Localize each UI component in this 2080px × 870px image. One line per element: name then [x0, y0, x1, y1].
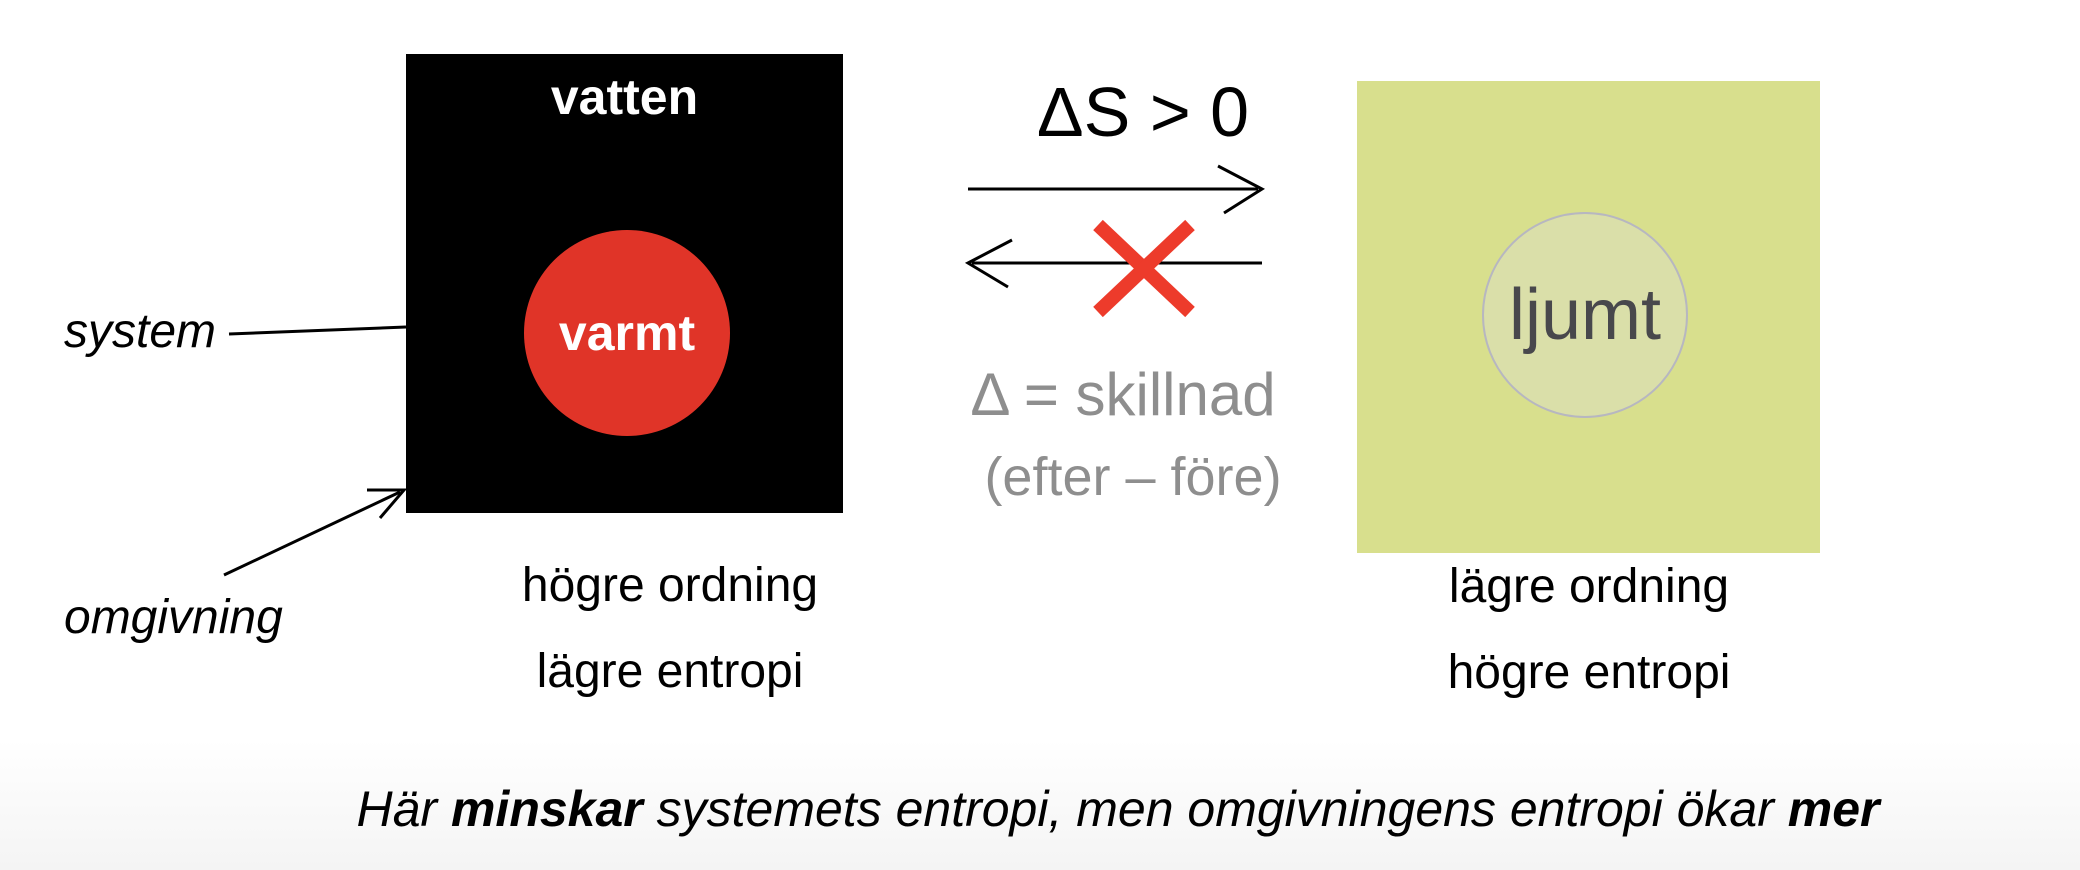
- cross-icon: [1098, 225, 1190, 312]
- summary-sentence: [357, 780, 1880, 838]
- summary-bold-mer: mer: [1787, 781, 1880, 837]
- delta-definition-line2: (efter – före): [984, 447, 1282, 507]
- right-caption-order: lägre ordning: [1448, 560, 1730, 613]
- system-label: system: [64, 305, 217, 358]
- hot-spot-circle: [524, 230, 730, 436]
- right-caption-entropy: högre entropi: [1447, 646, 1731, 699]
- delta-s-expression: ΔS > 0: [1036, 73, 1250, 151]
- blocked-reverse-arrow-icon: [968, 240, 1262, 287]
- omgivning-arrow-icon: [224, 490, 404, 575]
- lukewarm-circle: [1482, 212, 1688, 418]
- forward-arrow-icon: [968, 166, 1262, 213]
- system-box: [406, 54, 843, 513]
- left-caption-entropy: lägre entropi: [536, 645, 804, 698]
- summary-part2: systemets entropi, men omgivningens entropi ökar: [642, 781, 1788, 837]
- summary-bold-minskar: minskar: [450, 781, 643, 837]
- after-state-box: [1357, 81, 1820, 553]
- delta-definition-line1: Δ = skillnad: [970, 361, 1276, 428]
- omgivning-label: omgivning: [64, 591, 283, 644]
- left-caption-order: högre ordning: [521, 559, 819, 612]
- hot-spot-label: varmt: [558, 305, 696, 361]
- system-pointer-line: [229, 327, 406, 334]
- system-box-title: vatten: [550, 69, 699, 125]
- lukewarm-label: ljumt: [1508, 275, 1661, 355]
- summary-part1: Här: [356, 781, 451, 837]
